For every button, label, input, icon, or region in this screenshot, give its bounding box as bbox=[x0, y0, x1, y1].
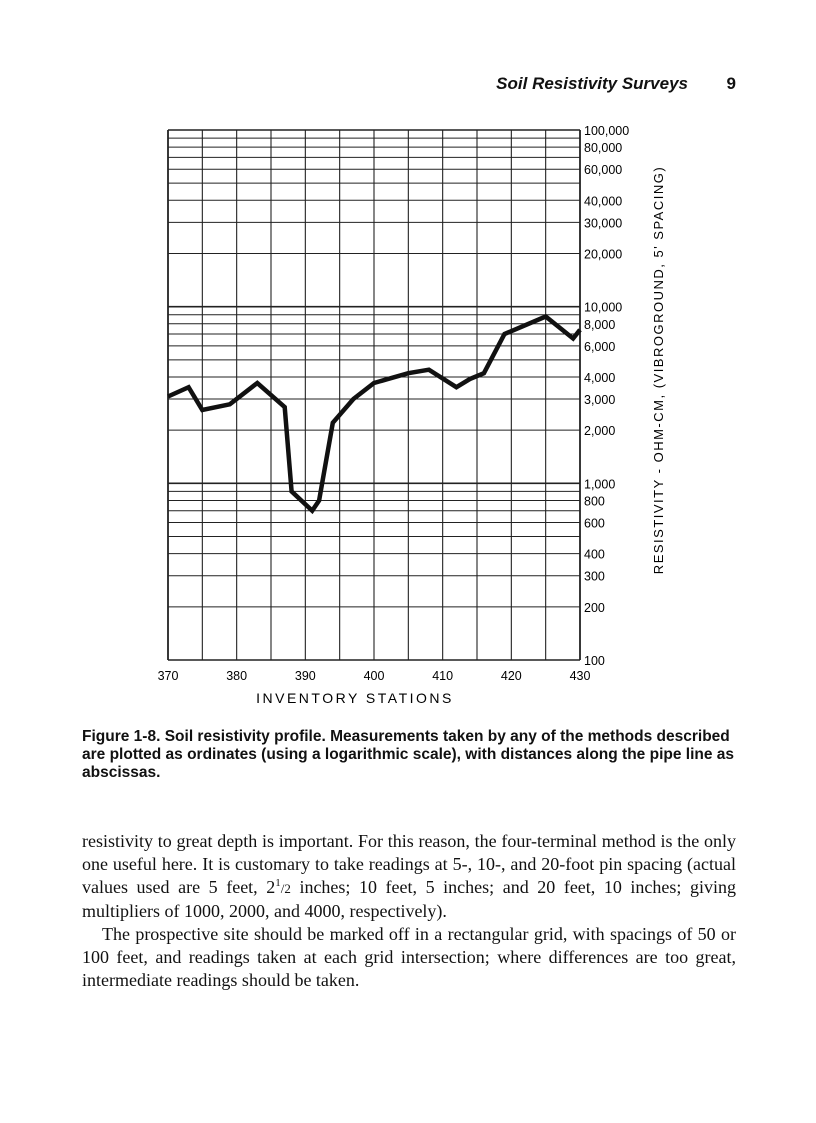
figure-caption bbox=[82, 728, 742, 782]
x-tick-label: 390 bbox=[294, 669, 316, 683]
x-tick-label: 420 bbox=[500, 669, 522, 683]
figure-label: Figure 1-8. bbox=[82, 728, 161, 745]
y-tick-label: 6,000 bbox=[584, 339, 616, 354]
y-tick-label: 10,000 bbox=[584, 300, 623, 315]
y-tick-label: 30,000 bbox=[584, 216, 623, 231]
y-tick-label: 100 bbox=[584, 654, 605, 668]
page-number: 9 bbox=[726, 74, 736, 93]
y-tick-labels bbox=[584, 124, 629, 668]
y-tick-label: 200 bbox=[584, 600, 605, 615]
y-tick-label: 600 bbox=[584, 516, 605, 531]
y-tick-label: 1,000 bbox=[584, 477, 616, 492]
y-tick-label: 8,000 bbox=[584, 317, 616, 332]
paragraph-1: resistivity to great depth is important. For this reason, the four-terminal method is the only one useful here. It is customary to take readings at 5-, 10-, and 20-foot pin spacing (actual values used are 5 feet, $2^1/2$ inches; 10 feet, 5 inches; and 20 feet, 10 inches; giving multipliers of 1000, 2000, and 4000, respectively). bbox=[82, 831, 736, 921]
y-tick-label: 60,000 bbox=[584, 163, 623, 178]
y-tick-label: 80,000 bbox=[584, 141, 623, 156]
y-tick-label: 2,000 bbox=[584, 424, 616, 439]
paragraph-2: The prospective site should be marked off in a rectangular grid, with spacings of 50 or 100 feet, and readings taken at each grid intersection; where differences are too great, intermediate readings should be taken. bbox=[82, 924, 736, 990]
x-tick-label: 410 bbox=[432, 669, 454, 683]
y-tick-label: 4,000 bbox=[584, 370, 616, 385]
x-tick-label: 370 bbox=[157, 669, 179, 683]
x-axis-label: INVENTORY STATIONS bbox=[256, 690, 454, 706]
y-tick-label: 800 bbox=[584, 494, 605, 509]
figure-caption-text: Soil resistivity profile. Measurements taken by any of the methods described are plotted as ordinates (using a logarithmic scale), with distances along the pipe line as abscissas. bbox=[82, 728, 735, 781]
x-tick-label: 430 bbox=[569, 669, 591, 683]
y-tick-label: 20,000 bbox=[584, 247, 623, 262]
body-text bbox=[82, 830, 736, 992]
y-tick-label: 400 bbox=[584, 547, 605, 562]
x-tick-labels bbox=[158, 669, 591, 683]
chart-grid bbox=[168, 130, 580, 660]
y-tick-label: 100,000 bbox=[584, 124, 630, 138]
x-tick-label: 400 bbox=[363, 669, 385, 683]
y-tick-label: 3,000 bbox=[584, 393, 616, 408]
y-tick-label: 300 bbox=[584, 569, 605, 584]
y-axis-label: RESISTIVITY - OHM-CM, (VIBROGROUND, 5' SPACING) bbox=[651, 165, 666, 575]
x-tick-label: 380 bbox=[226, 669, 248, 683]
y-tick-label: 40,000 bbox=[584, 194, 623, 209]
running-title: Soil Resistivity Surveys bbox=[496, 74, 688, 93]
